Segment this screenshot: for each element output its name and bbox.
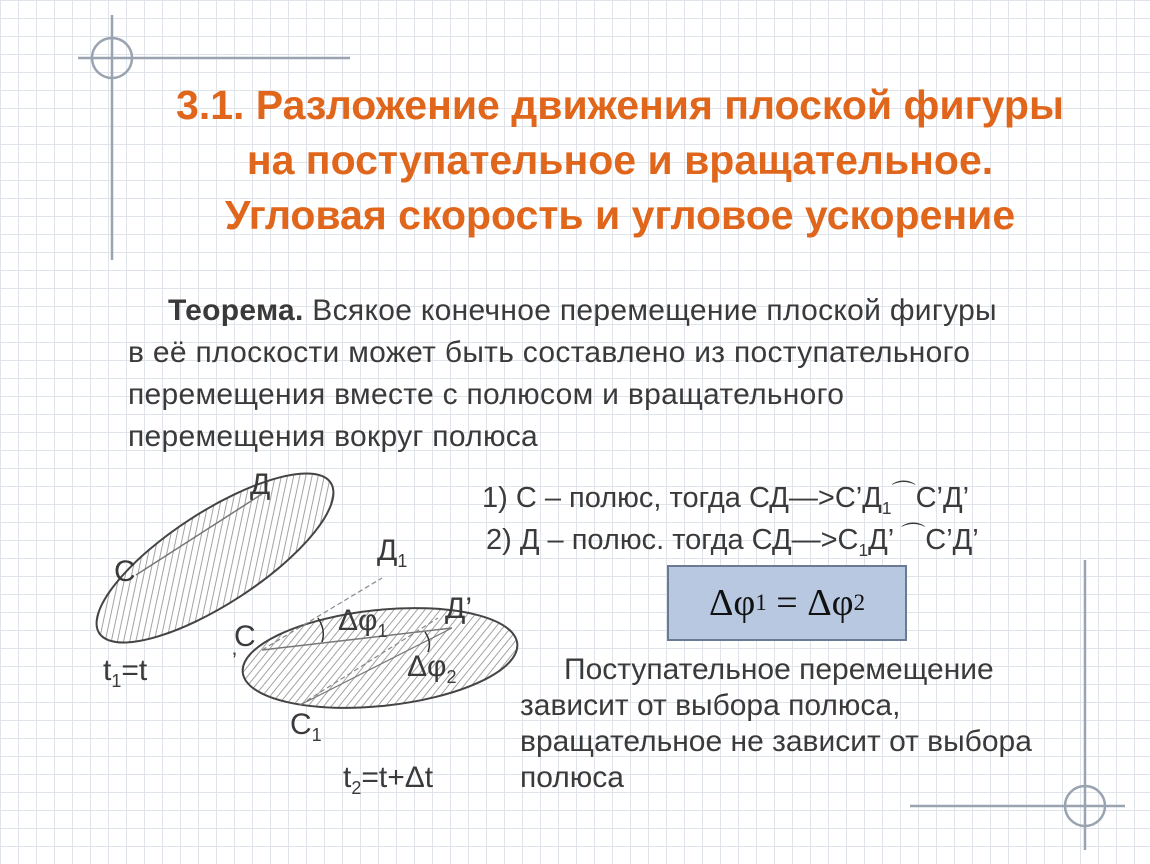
formula-box: Δφ 1 = Δφ 2 <box>667 565 907 641</box>
theorem-body: Всякое конечное перемещение плоской фигуры в её плоскости может быть составлено из поступательного перемещения вместе с полюсом и вращательного перемещения вокруг полюса <box>128 294 997 453</box>
case-2: 2) Д – полюс. тогда $СД—>С_1Д$’ ⌒С’Д’ <box>486 522 979 560</box>
case-1: 1) С – полюс, тогда $СД—>С’Д_1^⌒С’Д$’ <box>482 480 970 518</box>
label-dphi2: $\Delta\varphi_2$ <box>407 650 457 687</box>
label-t2: $t_2=t+\Delta t$ <box>343 761 434 798</box>
label-c1: $С_1$ <box>290 708 322 745</box>
figure-final-position <box>238 578 523 720</box>
conclusion-note: Поступательное перемещение зависит от выбора полюса, вращательное не зависит от выбора полюса <box>520 653 1032 794</box>
label-t1: $t_1=t$ <box>103 654 148 691</box>
label-c-prime-mark: ’ <box>232 648 237 673</box>
page-title: 3.1. Разложение движения плоской фигуры на поступательное и вращательное. Угловая скорость и угловое ускорение <box>176 82 1064 238</box>
label-d: Д <box>250 468 271 501</box>
theorem-lead: Теорема. <box>168 294 304 327</box>
label-d-prime: Д’ <box>445 592 472 625</box>
label-dphi1: $\Delta\varphi_1$ <box>338 604 388 641</box>
label-c-prime: С <box>234 620 256 653</box>
label-c: С <box>114 555 136 588</box>
label-d1: $Д_1$ <box>377 534 408 571</box>
